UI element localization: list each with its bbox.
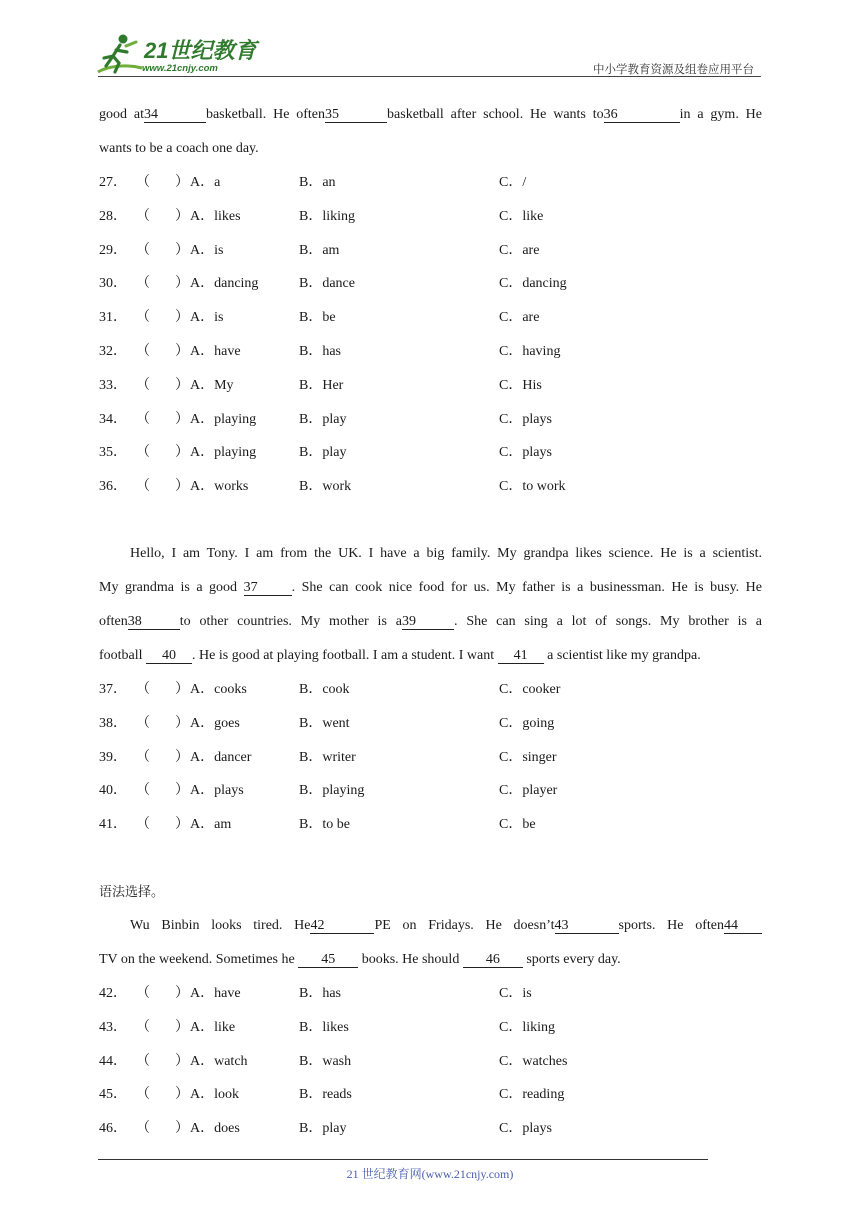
answer-paren-left: （ [136,783,150,799]
answer-paren-right: ） [175,783,189,799]
answer-paren-left: （ [136,1053,150,1069]
question-number: 44． [99,1053,127,1069]
question-number: 39． [99,749,127,765]
question-number: 46． [99,1121,127,1137]
option-b: B．be [299,310,336,326]
question-row [99,242,762,260]
answer-paren-right: ） [175,715,189,731]
option-b: B．to be [299,817,350,833]
option-c: C．are [499,310,540,326]
answer-paren-left: （ [136,817,150,833]
option-c: C．cooker [499,682,561,697]
answer-paren-left: （ [136,715,150,731]
blank-42: 42 [310,918,374,934]
answer-paren-right: ） [175,986,189,1001]
option-c: C．liking [499,1019,556,1035]
option-a: A．is [190,310,224,326]
option-c: C．plays [499,445,552,461]
blank-40: 40 [146,648,192,664]
answer-paren-right: ） [175,1087,189,1103]
answer-paren-right: ） [175,276,189,292]
answer-paren-right: ） [175,1019,189,1035]
question-row [99,681,762,699]
option-a: A．goes [190,715,240,731]
question-number: 40． [99,783,127,799]
option-a: A．does [190,1121,240,1137]
question-row [99,749,762,767]
question-row [99,715,762,733]
question-number: 32． [99,344,127,359]
answer-paren-left: （ [136,344,150,359]
question-row [99,309,762,327]
question-row [99,478,762,496]
answer-paren-left: （ [136,749,150,765]
option-c: C．plays [499,411,552,427]
answer-paren-left: （ [136,1019,150,1035]
answer-paren-left: （ [136,242,150,258]
option-a: A．dancer [190,749,252,765]
page-footer: 21 世纪教育网(www.21cnjy.com) [346,1167,514,1181]
blank-35: 35 [325,107,387,123]
option-b: B．play [299,411,347,427]
option-c: C．going [499,715,555,731]
option-b: B．an [299,175,336,190]
header-divider [98,76,761,77]
answer-paren-left: （ [136,986,150,1001]
answer-paren-right: ） [175,377,189,393]
option-a: A．have [190,344,241,359]
option-a: A．am [190,817,232,833]
question-number: 45． [99,1087,127,1103]
option-b: B．dance [299,276,355,292]
question-number: 35． [99,445,127,461]
option-a: A．is [190,242,224,258]
question-row [99,782,762,800]
option-c: C．singer [499,749,557,765]
blank-43: 43 [555,918,619,934]
blank-36: 36 [604,107,680,123]
option-b: B．likes [299,1019,349,1035]
option-b: B．play [299,445,347,461]
answer-paren-right: ） [175,175,189,190]
answer-paren-right: ） [175,344,189,359]
site-logo [96,32,266,78]
option-a: A．playing [190,445,257,461]
blank-37: 37 [244,580,292,596]
answer-paren-left: （ [136,310,150,326]
runner-icon [96,32,144,76]
option-c: C．to work [499,479,566,495]
answer-paren-right: ） [175,208,189,224]
site-name: 中小学教育资源及组卷应用平台 [593,62,754,76]
answer-paren-left: （ [136,1087,150,1103]
question-number: 43． [99,1019,127,1035]
option-b: B．work [299,479,352,495]
answer-paren-right: ） [175,682,189,697]
blank-41: 41 [498,648,544,664]
option-b: B．liking [299,208,356,224]
answer-paren-left: （ [136,1121,150,1137]
passage1-line2: wants to be a coach one day. [99,141,259,156]
option-c: C．is [499,986,532,1001]
answer-paren-right: ） [175,479,189,495]
blank-38: 38 [128,614,180,630]
answer-paren-left: （ [136,377,150,393]
option-a: A．My [190,377,234,393]
answer-paren-left: （ [136,175,150,190]
answer-paren-left: （ [136,479,150,495]
option-c: C．/ [499,175,527,190]
option-b: B．cook [299,682,350,697]
logo-url: www.21cnjy.com [142,63,218,74]
passage2-line1: Hello, I am Tony. I am from the UK. I have a big family. My grandpa likes science. He is a scientist. [130,546,762,561]
blank-34: 34 [144,107,206,123]
option-a: A．works [190,479,249,495]
answer-paren-right: ） [175,310,189,326]
answer-paren-left: （ [136,682,150,697]
answer-paren-left: （ [136,445,150,461]
question-row [99,411,762,429]
answer-paren-right: ） [175,242,189,258]
question-number: 30． [99,276,127,292]
option-a: A．likes [190,208,241,224]
option-c: C．His [499,377,542,393]
option-b: B．has [299,986,341,1001]
answer-paren-left: （ [136,208,150,224]
logo-text: 21世纪教育 [144,38,257,63]
footer-divider [98,1159,708,1160]
answer-paren-right: ） [175,817,189,833]
question-row [99,1019,762,1037]
question-number: 36． [99,479,127,495]
question-number: 29． [99,242,127,258]
question-row [99,208,762,226]
option-c: C．player [499,783,558,799]
question-row [99,1053,762,1071]
answer-paren-right: ） [175,1121,189,1137]
answer-paren-left: （ [136,411,150,427]
option-c: C．dancing [499,276,567,292]
option-b: B．Her [299,377,344,393]
question-number: 42． [99,986,127,1001]
question-row [99,816,762,834]
option-b: B．wash [299,1053,352,1069]
option-b: B．writer [299,749,356,765]
question-number: 28． [99,208,127,224]
option-c: C．are [499,242,540,258]
option-a: A．dancing [190,276,259,292]
passage3-line2: TV on the weekend. Sometimes he 45 books. He should 46 sports every day. [99,952,621,967]
option-a: A．a [190,175,221,190]
passage2-line4: football 40 . He is good at playing football. I am a student. I want 41 a scientist like my grandpa. [99,648,701,663]
option-a: A．plays [190,783,244,799]
passage3-line1: Wu Binbin looks tired. He42 PE on Fridays. He doesn’t43 sports. He often44 [130,917,762,935]
passage2-line3: often38 to other countries. My mother is a39 . She can sing a lot of songs. My brother is a [99,614,762,629]
blank-46: 46 [463,952,523,968]
blank-45: 45 [298,952,358,968]
question-row [99,985,762,1003]
option-a: A．look [190,1087,239,1103]
option-b: B．went [299,715,350,731]
question-number: 34． [99,411,127,427]
question-number: 38． [99,715,127,731]
question-row [99,174,762,192]
option-c: C．reading [499,1087,565,1103]
question-number: 41． [99,817,127,833]
answer-paren-right: ） [175,411,189,427]
answer-paren-right: ） [175,445,189,461]
question-number: 33． [99,377,127,393]
question-row [99,377,762,395]
option-b: B．reads [299,1087,352,1103]
option-c: C．having [499,344,561,359]
option-a: A．watch [190,1053,248,1069]
passage1-line1: good at34 basketball. He often35 basketball after school. He wants to36 in a gym. He [99,107,762,122]
question-number: 31． [99,310,127,326]
option-c: C．watches [499,1053,568,1069]
passage2-line2: My grandma is a good 37 . She can cook nice food for us. My father is a businessman. He is busy. He [99,580,763,595]
option-c: C．plays [499,1121,552,1137]
option-a: A．like [190,1019,236,1035]
answer-paren-left: （ [136,276,150,292]
option-b: B．has [299,344,341,359]
question-number: 27． [99,175,127,190]
answer-paren-right: ） [175,749,189,765]
question-row [99,275,762,293]
option-b: B．playing [299,783,365,799]
option-a: A．playing [190,411,257,427]
section-title-grammar: 语法选择。 [99,885,165,900]
option-b: B．play [299,1121,347,1137]
blank-39: 39 [402,614,454,630]
option-a: A．have [190,986,241,1001]
option-b: B．am [299,242,340,258]
option-a: A．cooks [190,682,247,697]
question-number: 37． [99,682,127,697]
question-row [99,444,762,462]
question-row [99,343,762,361]
answer-paren-right: ） [175,1053,189,1069]
page-header [0,0,860,80]
question-row [99,1086,762,1104]
question-row [99,1120,762,1138]
blank-44: 44 [724,918,762,934]
option-c: C．like [499,208,544,224]
option-c: C．be [499,817,536,833]
